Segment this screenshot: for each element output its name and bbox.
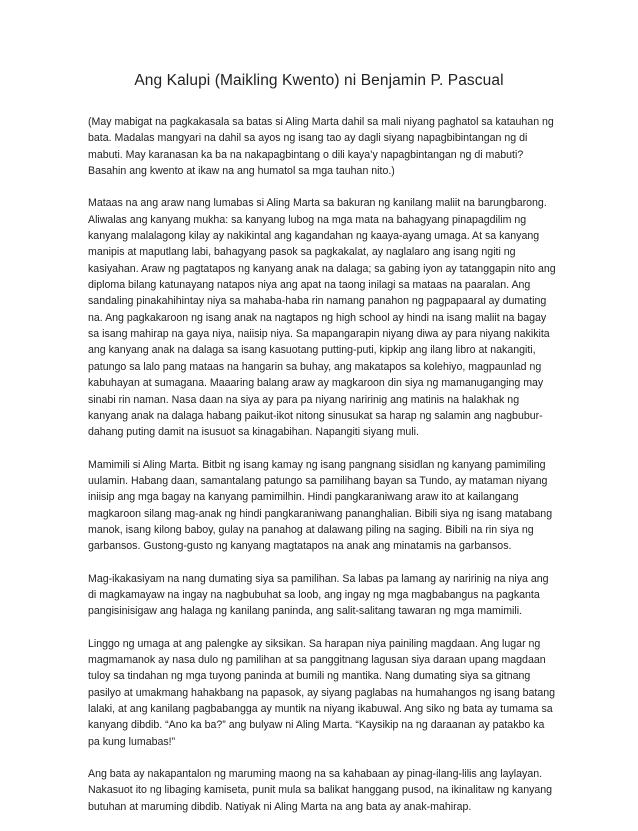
- paragraph: Linggo ng umaga at ang palengke ay siksikan. Sa harapan niya painiling magdaan. Ang lugar ng magmamanok ay nasa dulo ng pamilihan at sa panggitnang lagusan siya daraan upang magdaan tuloy sa tindahan ng mga tuyong paninda at bumili ng mantika. Nang dumating siya sa gitnang pasilyo at umakmang hahakbang na papasok, ay siyang paglabas na humahangos ng isang batang lalaki, at ang kanilang pagbabangga ay muntik na niyang ikabuwal. Ang siko ng bata ay tumama sa kanyang dibdib. “Ano ka ba?” ang bulyaw ni Aling Marta. “Kaysikip na ng daraanan ay patakbo ka pa kung lumabas!”: [88, 637, 556, 748]
- paragraph-intro: (May mabigat na pagkakasala sa batas si Aling Marta dahil sa mali niyang paghatol sa katauhan ng bata. Madalas mangyari na dahil sa ayos ng isang tao ay dagli siyang napagbibintangan ng di mabuti. May karanasan ka ba na nakapagbintang o dili kaya’y napagbintangan ng di mabuti? Basahin ang kwento at ikaw na ang humatol sa mga tauhan nito.): [88, 116, 554, 178]
- paragraph: Ang bata ay nakapantalon ng maruming maong na sa kahabaan ay pinag-ilang-lilis ang laylayan. Nakasuot ito ng libaging kamiseta, punit mula sa balikat hanggang pusod, na ikinalitaw ng kanyang butuhan at maruming dibdib. Natiyak ni Aling Marta na ang bata ay anak-mahirap.: [88, 768, 553, 813]
- paragraph: Mamimili si Aling Marta. Bitbit ng isang kamay ng isang pangnang sisidlan ng kanyang pamimiling uulamin. Habang daan, samantalang patungo sa pamilihang bayan sa Tundo, ay mataman niyang iniisip ang mga bagay na kanyang pamimilhin. Hindi pangkaraniwang araw ito at kailangang magkaroon silang mag-anak ng hindi pangkaraniwang pananghalian. Bibili siya ng isang matabang manok, isang kilong baboy, gulay na panahog at dalawang piling na saging. Bibili na rin siya ng garbansos. Gustong-gusto ng kanyang magtatapos na anak ang minatamis na garbansos.: [88, 458, 553, 553]
- document-body: [88, 114, 558, 831]
- paragraph: Mag-ikakasiyam na nang dumating siya sa pamilihan. Sa labas pa lamang ay naririnig na niya ang di magkamayaw na ingay na nagbubuhat sa loob, ang ingay ng mga magbabangus na pagkanta pangisinisigaw ang halaga ng kanilang paninda, ang salit-salitang tawaran ng mga mamimili.: [88, 572, 549, 618]
- document-title: Ang Kalupi (Maikling Kwento) ni Benjamin P. Pascual: [134, 72, 504, 89]
- paragraph: Mataas na ang araw nang lumabas si Aling Marta sa bakuran ng kanilang maliit na barungbarong. Aliwalas ang kanyang mukha: sa kanyang lubog na mga mata na bahagyang pinapagdilim ng kanyang malalagong kilay ay nakikintal ang kagandahan ng kaaya-ayang umaga. At sa kanyang manipis at maputlang labi, bahagyang pasok sa pagkakalat, ay naglalaro ang isang ngiti ng kasiyahan. Araw ng pagtatapos ng kanyang anak na dalaga; sa gabing iyon ay tatanggapin nito ang diploma bilang katunayang natapos niya ang apat na taong inilagi sa mataas na paaralan. Ang sandaling pinakahihintay niya sa mahaba-haba rin namang panahon ng pagpapaaral ay dumating na. Ang pagkakaroon ng isang anak na nagtapos ng high school ay hindi na isang maliit na bagay sa isang mahirap na gaya niya, naiisip niya. Sa mapangarapin niyang diwa ay para niyang nakikita ang kanyang anak na dalaga sa isang kasuotang putting-puti, kipkip ang ilang libro at nakangiti, patungo sa lalo pang mataas na hangarin sa buhay, ang makatapos sa kolehiyo, magpaunlad ng kabuhayan at sumagana. Maaaring balang araw ay magkaroon din siya ng mamanuganging may sinabi rin naman. Nasa daan na siya ay para pa niyang naririnig ang matinis na halakhak ng kanyang anak na dalaga habang paikut-ikot nitong sinusukat sa harap ng salamin ang nagbubur-dahang puting damit na isusuot sa kinagabihan. Napangiti siyang muli.: [88, 197, 556, 439]
